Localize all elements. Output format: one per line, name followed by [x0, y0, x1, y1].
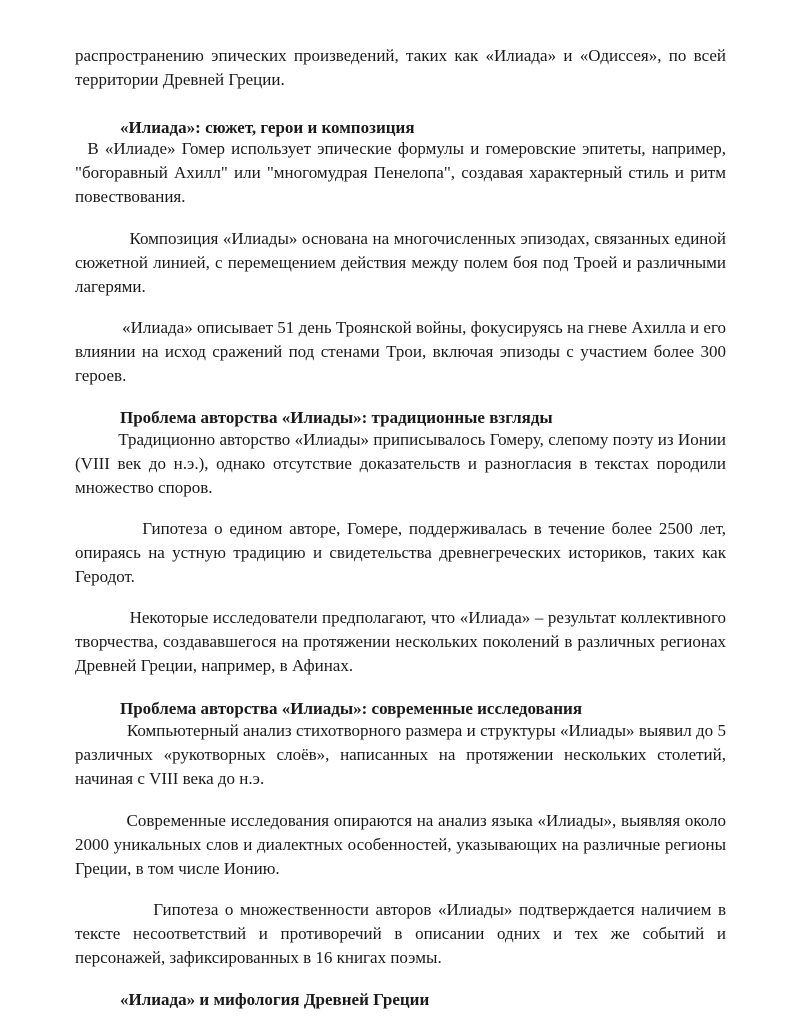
paragraph-composition: Композиция «Илиады» основана на многочисленных эпизодах, связанных единой сюжетной линией, с перемещением действия между полем боя под Троей и различными лагерями.: [75, 229, 726, 296]
section-heading-authorship-traditional: Проблема авторства «Илиады»: традиционные взгляды: [120, 408, 553, 427]
paragraph-single-author: Гипотеза о едином авторе, Гомере, поддерживалась в течение более 2500 лет, опираясь на устную традицию и свидетельства древнегреческих историков, таких как Геродот.: [75, 519, 726, 586]
section-heading-iliad-plot: «Илиада»: сюжет, герои и композиция: [120, 118, 415, 137]
intro-paragraph: распространению эпических произведений, таких как «Илиада» и «Одиссея», по всей территории Древней Греции.: [75, 46, 726, 89]
paragraph-51-days: «Илиада» описывает 51 день Троянской войны, фокусируясь на гневе Ахилла и его влиянии на исход сражений под стенами Трои, включая эпизоды с участием более 300 героев.: [75, 318, 726, 385]
paragraph-traditional-authorship: Традиционно авторство «Илиады» приписывалось Гомеру, слепому поэту из Ионии (VIII век до н.э.), однако отсутствие доказательств и разногласия в текстах породили множество споров.: [75, 430, 726, 497]
section-heading-authorship-modern: Проблема авторства «Илиады»: современные исследования: [120, 699, 583, 718]
paragraph-collective-creation: Некоторые исследователи предполагают, что «Илиада» – результат коллективного творчества, создававшегося на протяжении нескольких поколений в различных регионах Древней Греции, например, в Афинах.: [75, 608, 726, 675]
paragraph-epic-formulas: В «Илиаде» Гомер использует эпические формулы и гомеровские эпитеты, например, "богоравный Ахилл" или "многомудрая Пенелопа", создавая характерный стиль и ритм повествования.: [75, 139, 726, 206]
paragraph-multiple-authors: Гипотеза о множественности авторов «Илиады» подтверждается наличием в тексте несоответствий и противоречий в описании одних и тех же событий и персонажей, зафиксированных в 16 книгах поэмы.: [75, 900, 726, 967]
paragraph-language-analysis: Современные исследования опираются на анализ языка «Илиады», выявляя около 2000 уникальных слов и диалектных особенностей, указывающих на различные регионы Греции, в том числе Ионию.: [75, 811, 726, 878]
paragraph-computer-analysis: Компьютерный анализ стихотворного размера и структуры «Илиады» выявил до 5 различных «рукотворных слоёв», написанных на протяжении нескольких столетий, начиная с VIII века до н.э.: [75, 721, 726, 788]
section-heading-mythology: «Илиада» и мифология Древней Греции: [120, 990, 430, 1009]
